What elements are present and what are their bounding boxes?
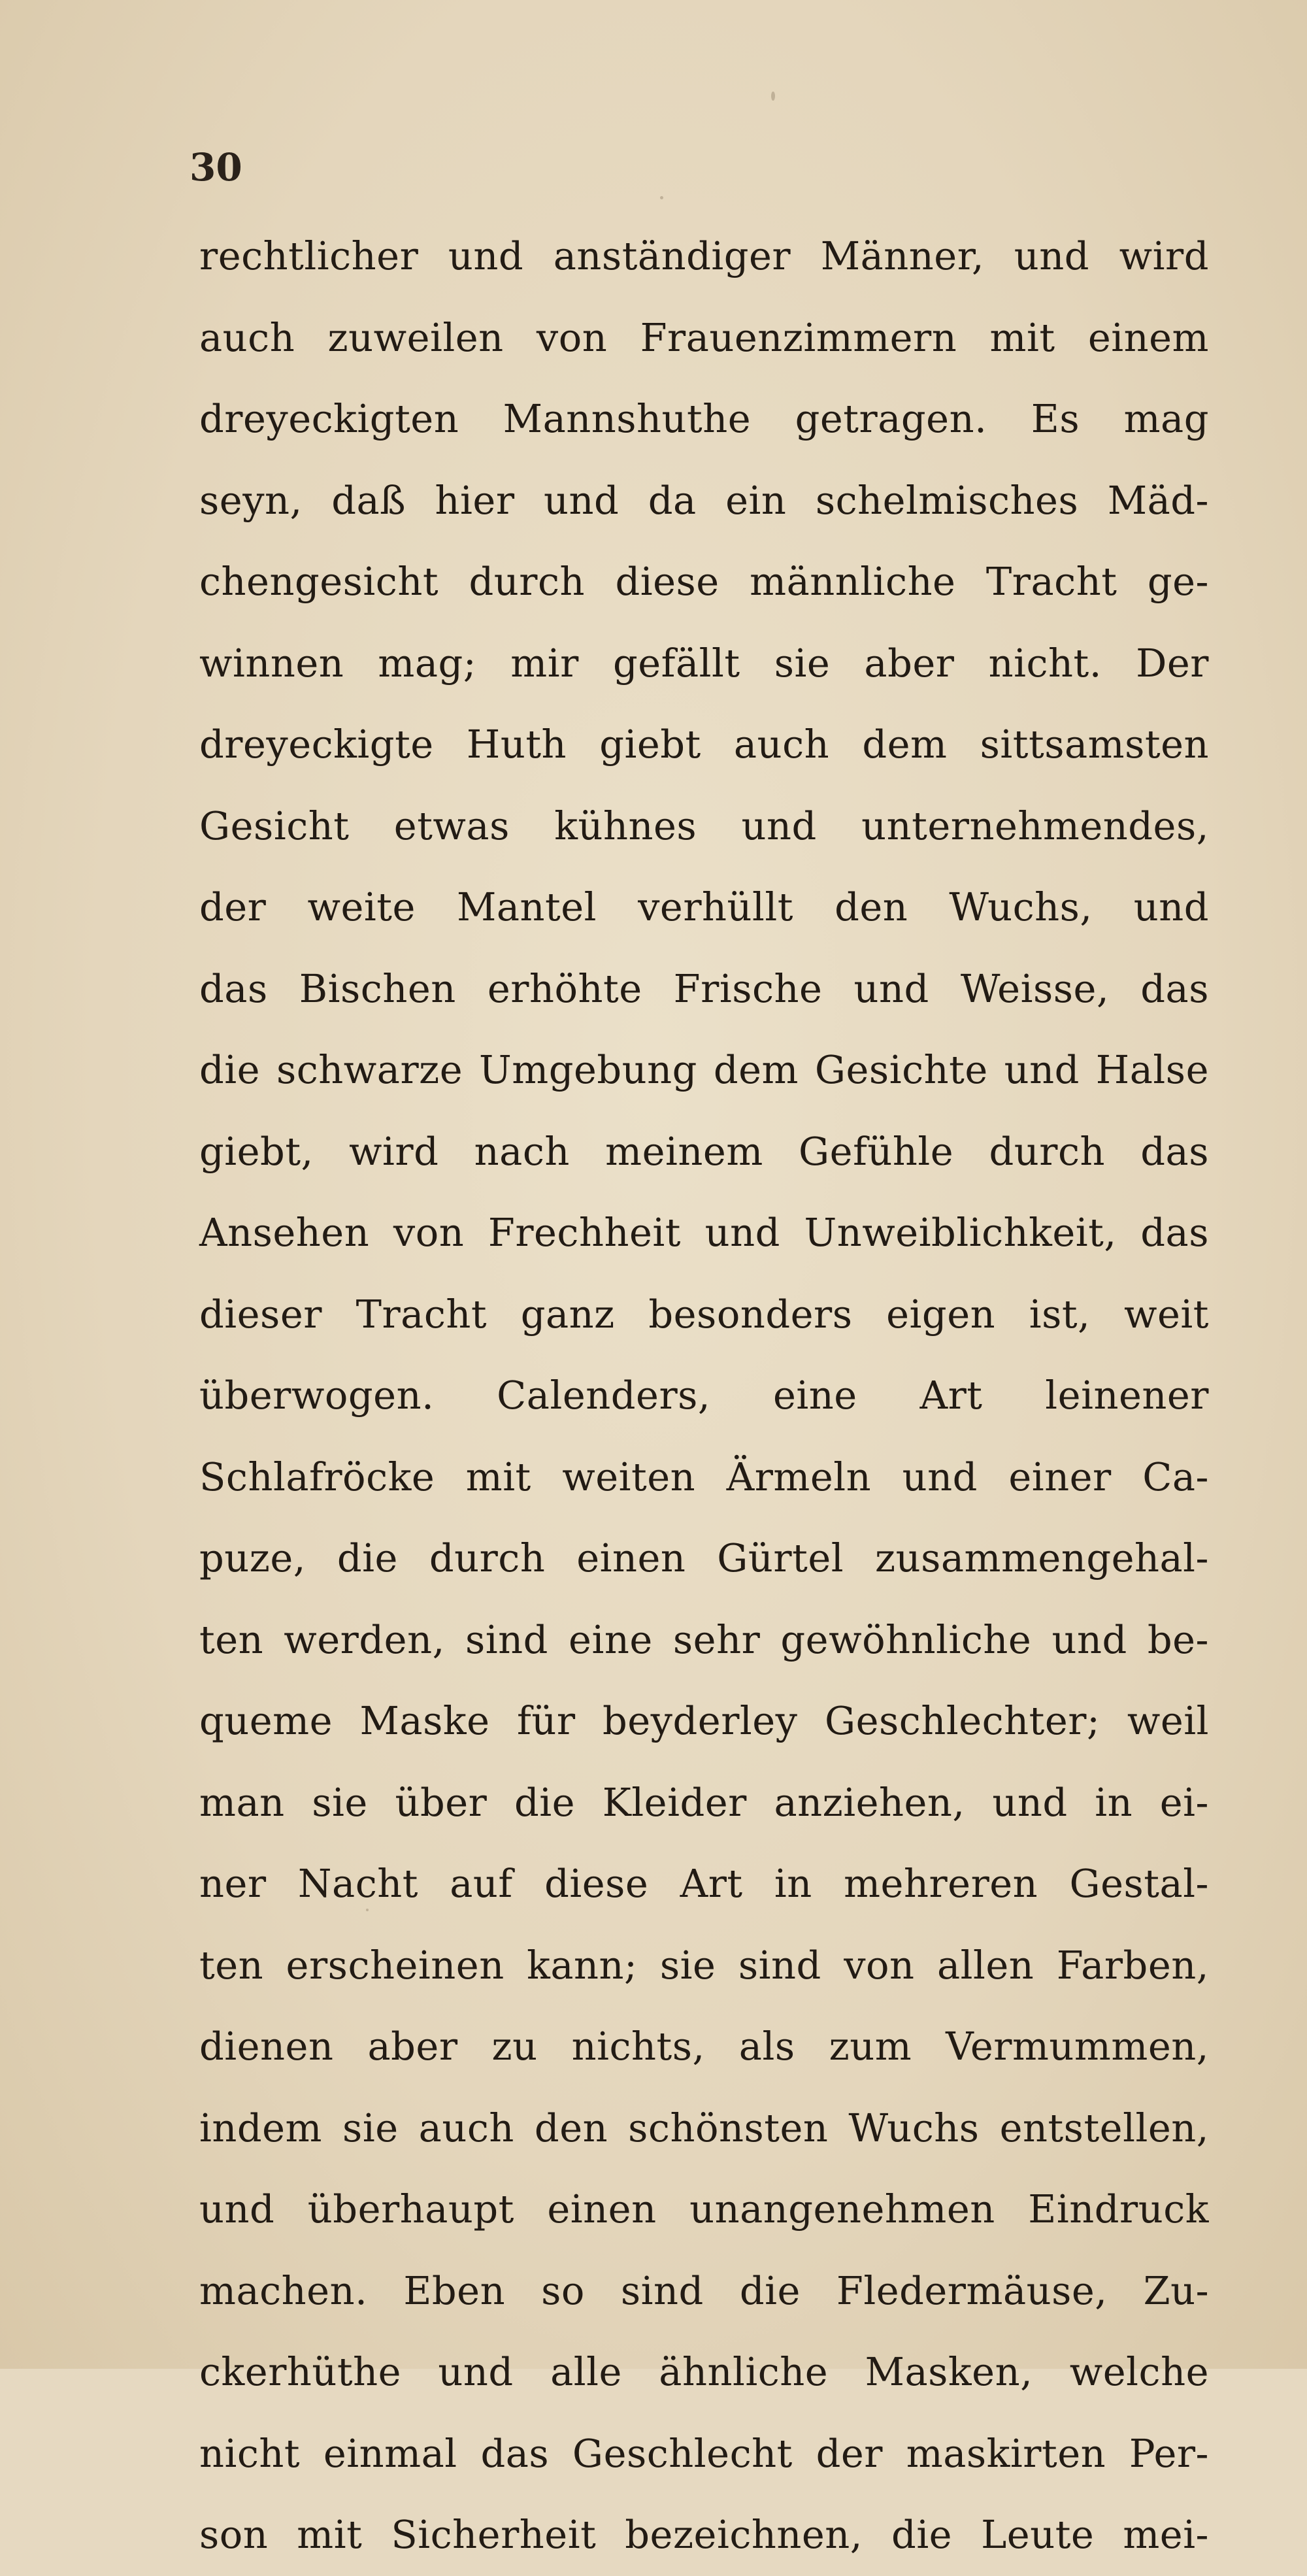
text-line: ten erscheinen kann; sie sind von allen Farben, bbox=[199, 1942, 1209, 1988]
text-line: rechtlicher und anständiger Männer, und wird bbox=[199, 233, 1209, 278]
text-line: ner Nacht auf diese Art in mehreren Gestal- bbox=[199, 1861, 1209, 1906]
text-line: winnen mag; mir gefällt sie aber nicht. Der bbox=[199, 640, 1209, 686]
text-line: dieser Tracht ganz besonders eigen ist, weit bbox=[199, 1291, 1209, 1337]
text-line: son mit Sicherheit bezeichnen, die Leute mei- bbox=[199, 2512, 1209, 2557]
text-line: überwogen. Calenders, eine Art leinener bbox=[199, 1373, 1209, 1418]
text-line: Ansehen von Frechheit und Unweiblichkeit, das bbox=[199, 1210, 1209, 1255]
paper-speck bbox=[771, 92, 775, 101]
text-line: und überhaupt einen unangenehmen Eindruck bbox=[199, 2186, 1209, 2232]
text-line: man sie über die Kleider anziehen, und in ei- bbox=[199, 1779, 1209, 1825]
page-number: 30 bbox=[190, 145, 242, 190]
text-line: puze, die durch einen Gürtel zusammengehal- bbox=[199, 1535, 1209, 1581]
text-line: dreyeckigten Mannshuthe getragen. Es mag bbox=[199, 396, 1209, 441]
text-line: nicht einmal das Geschlecht der maskirten Per- bbox=[199, 2430, 1209, 2476]
paper-speck bbox=[660, 196, 663, 199]
text-line: machen. Eben so sind die Fledermäuse, Zu- bbox=[199, 2267, 1209, 2313]
text-line: Schlafröcke mit weiten Ärmeln und einer Ca- bbox=[199, 1454, 1209, 1499]
text-line: dienen aber zu nichts, als zum Vermummen, bbox=[199, 2024, 1209, 2069]
text-line: seyn, daß hier und da ein schelmisches Mäd- bbox=[199, 477, 1209, 523]
text-line: dreyeckigte Huth giebt auch dem sittsamsten bbox=[199, 722, 1209, 767]
text-line: der weite Mantel verhüllt den Wuchs, und bbox=[199, 884, 1209, 929]
text-line: auch zuweilen von Frauenzimmern mit einem bbox=[199, 314, 1209, 360]
text-line: ten werden, sind eine sehr gewöhnliche und be- bbox=[199, 1616, 1209, 1662]
text-line: Gesicht etwas kühnes und unternehmendes, bbox=[199, 803, 1209, 848]
text-line: chengesicht durch diese männliche Tracht ge- bbox=[199, 559, 1209, 604]
text-line: indem sie auch den schönsten Wuchs entstellen, bbox=[199, 2105, 1209, 2150]
text-line: das Bischen erhöhte Frische und Weisse, das bbox=[199, 965, 1209, 1011]
text-line: queme Maske für beyderley Geschlechter; weil bbox=[199, 1698, 1209, 1743]
text-line: ckerhüthe und alle ähnliche Masken, welche bbox=[199, 2349, 1209, 2394]
body-text bbox=[199, 216, 1209, 2576]
text-line: giebt, wird nach meinem Gefühle durch das bbox=[199, 1128, 1209, 1174]
text-line: die schwarze Umgebung dem Gesichte und Halse bbox=[199, 1047, 1209, 1092]
paper-speck bbox=[366, 1909, 369, 1911]
